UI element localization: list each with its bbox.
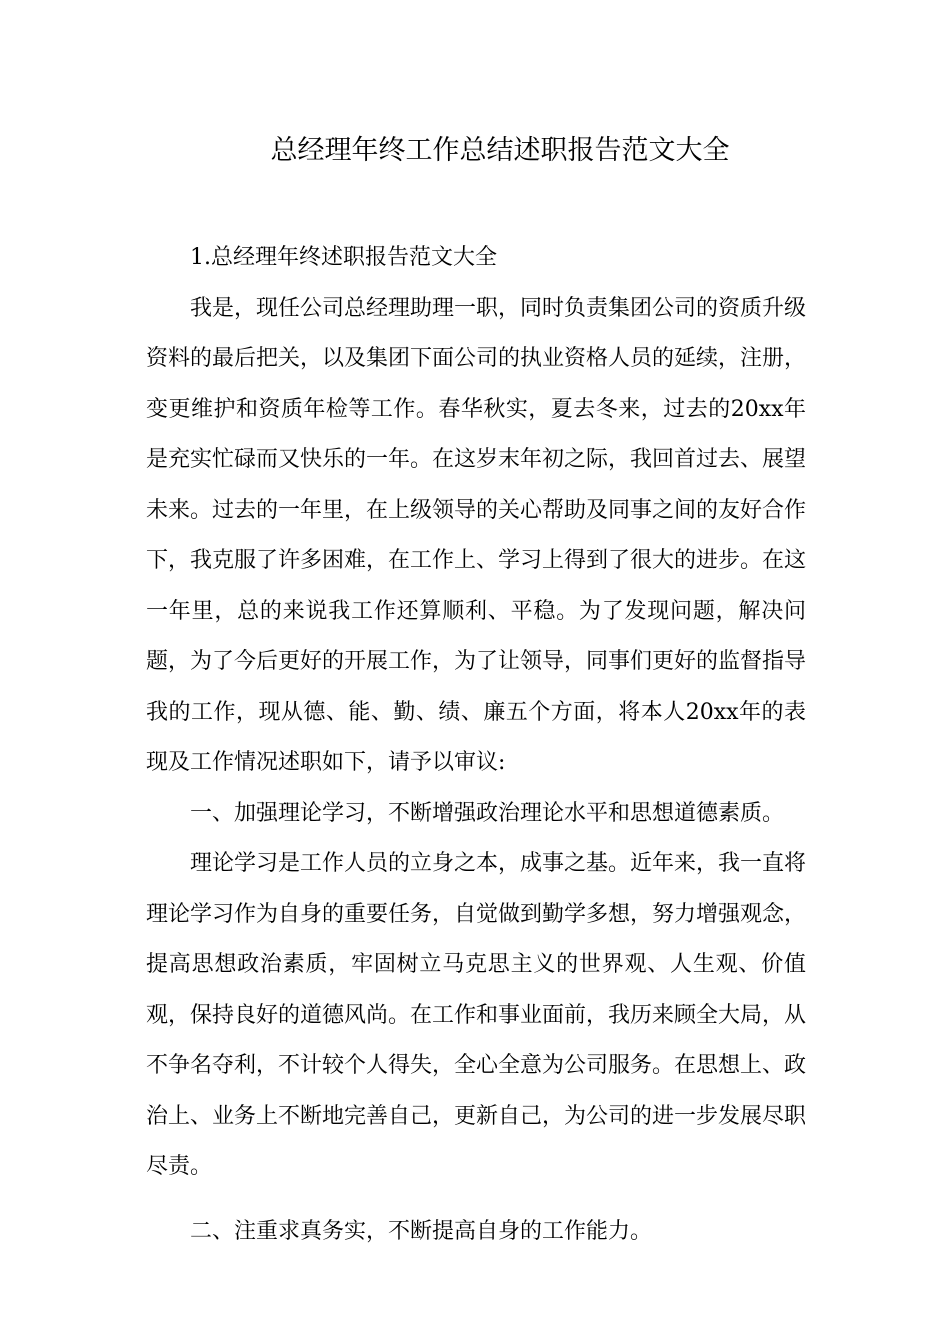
- body-paragraph: 理论学习是工作人员的立身之本，成事之基。近年来，我一直将理论学习作为自身的重要任务，自觉做到勤学多想，努力增强观念，提高思想政治素质，牢固树立马克思主义的世界观、人生观、价值观，保持良好的道德风尚。在工作和事业面前，我历来顾全大局，从不争名夺利，不计较个人得失，全心全意为公司服务。在思想上、政治上、业务上不断地完善自己，更新自己，为公司的进一步发展尽职尽责。: [146, 851, 807, 1179]
- subsection-heading: 一、加强理论学习，不断增强政治理论水平和思想道德素质。: [190, 800, 785, 826]
- section-heading: 1.总经理年终述职报告范文大全: [190, 245, 497, 270]
- subsection-heading: 二、注重求真务实，不断提高自身的工作能力。: [190, 1218, 653, 1244]
- document-title: 总经理年终工作总结述职报告范文大全: [270, 135, 730, 166]
- body-paragraph: 我是，现任公司总经理助理一职，同时负责集团公司的资质升级资料的最后把关，以及集团下面公司的执业资格人员的延续，注册，变更维护和资质年检等工作。春华秋实，夏去冬来，过去的20xx年是充实忙碌而又快乐的一年。在这岁末年初之际，我回首过去、展望未来。过去的一年里，在上级领导的关心帮助及同事之间的友好合作下，我克服了许多困难，在工作上、学习上得到了很大的进步。在这一年里，总的来说我工作还算顺利、平稳。为了发现问题，解决问题，为了今后更好的开展工作，为了让领导，同事们更好的监督指导我的工作，现从德、能、勤、绩、廉五个方面，将本人20xx年的表现及工作情况述职如下，请予以审议:: [146, 295, 807, 775]
- document-body: [146, 233, 806, 1257]
